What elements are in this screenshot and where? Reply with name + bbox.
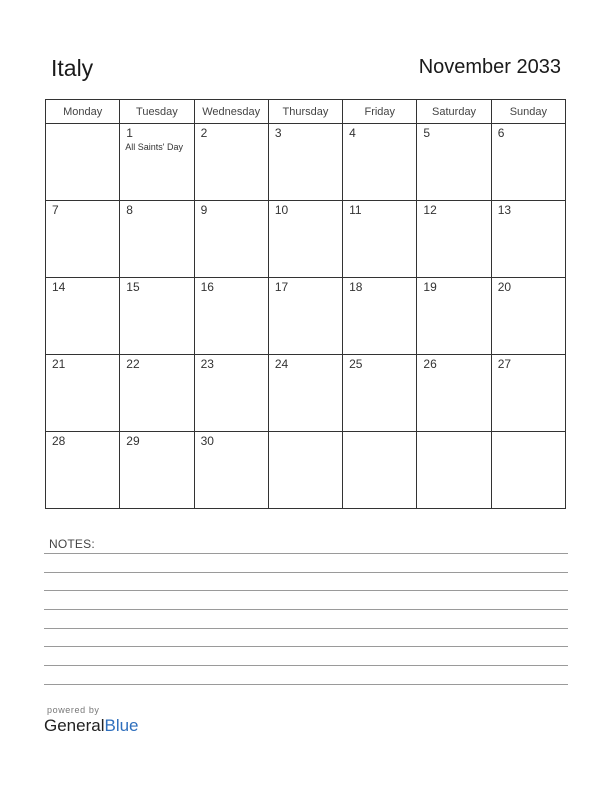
- day-cell: [120, 432, 194, 509]
- weekday-saturday: Saturday: [417, 100, 491, 124]
- month-title: November 2033: [418, 56, 561, 78]
- calendar-grid: [45, 99, 566, 509]
- day-number: [343, 432, 416, 434]
- day-cell: [120, 201, 194, 278]
- day-number: 17: [274, 280, 289, 294]
- day-number: 16: [200, 280, 214, 294]
- notes-label: NOTES:: [49, 537, 95, 551]
- day-number: 6: [497, 126, 505, 140]
- day-number: 19: [423, 280, 437, 294]
- day-number: 26: [423, 357, 437, 371]
- day-number: [417, 432, 490, 434]
- week-row: [46, 355, 566, 432]
- day-number: 21: [52, 357, 66, 371]
- day-number: 22: [126, 357, 140, 371]
- day-cell: [194, 432, 268, 509]
- day-cell: [120, 124, 194, 201]
- day-number: 2: [200, 126, 208, 140]
- day-number: 30: [200, 434, 214, 448]
- week-row: [46, 201, 566, 278]
- weekday-thursday: Thursday: [268, 100, 342, 124]
- day-number: [46, 124, 119, 126]
- note-line: [44, 572, 568, 573]
- weekday-friday: Friday: [343, 100, 417, 124]
- day-number: 5: [423, 126, 431, 140]
- note-line: [44, 684, 568, 685]
- weekday-wednesday: Wednesday: [194, 100, 268, 124]
- day-number: 14: [52, 280, 66, 294]
- day-cell: [46, 201, 120, 278]
- generalblue-logo: [44, 716, 139, 736]
- day-cell: [46, 355, 120, 432]
- day-cell: [417, 278, 491, 355]
- day-cell: [194, 124, 268, 201]
- day-number: 29: [126, 434, 140, 448]
- week-row: [46, 278, 566, 355]
- day-cell: [268, 278, 342, 355]
- day-cell: [268, 432, 342, 509]
- day-number: 20: [497, 280, 512, 294]
- day-cell: [343, 432, 417, 509]
- day-cell: [268, 201, 342, 278]
- day-number: 25: [349, 357, 363, 371]
- country-title: Italy: [51, 55, 94, 81]
- weekday-monday: Monday: [46, 100, 120, 124]
- day-cell: [268, 124, 342, 201]
- day-number: 9: [200, 203, 208, 217]
- holiday-label: All Saints' Day: [125, 142, 184, 152]
- day-cell: [343, 124, 417, 201]
- brand-general: General: [44, 716, 105, 735]
- day-number: 7: [52, 203, 59, 217]
- day-cell: [491, 355, 565, 432]
- weekday-header-row: [46, 100, 566, 124]
- day-cell: [343, 355, 417, 432]
- weekday-tuesday: Tuesday: [120, 100, 194, 124]
- day-number: 24: [274, 357, 289, 371]
- day-number: [492, 432, 565, 434]
- powered-by-label: powered by: [47, 705, 100, 715]
- note-line: [44, 646, 568, 647]
- day-number: 3: [274, 126, 282, 140]
- week-row: [46, 432, 566, 509]
- day-number: 1: [126, 126, 133, 140]
- day-cell: [120, 355, 194, 432]
- day-cell: [491, 278, 565, 355]
- week-row: [46, 124, 566, 201]
- day-cell: [417, 355, 491, 432]
- day-cell: [417, 124, 491, 201]
- day-number: 28: [52, 434, 66, 448]
- day-cell: [194, 278, 268, 355]
- day-cell: [491, 124, 565, 201]
- note-line: [44, 628, 568, 629]
- day-number: 8: [126, 203, 133, 217]
- day-cell: [343, 278, 417, 355]
- day-number: 27: [497, 357, 512, 371]
- day-cell: [491, 432, 565, 509]
- day-cell: [194, 355, 268, 432]
- day-number: 11: [349, 203, 362, 217]
- day-number: 10: [274, 203, 289, 217]
- note-line: [44, 553, 568, 554]
- brand-blue: Blue: [104, 716, 139, 735]
- day-cell: [46, 278, 120, 355]
- note-line: [44, 590, 568, 591]
- day-cell: [46, 432, 120, 509]
- weekday-sunday: Sunday: [491, 100, 565, 124]
- day-cell: [343, 201, 417, 278]
- day-number: 18: [349, 280, 363, 294]
- day-cell: [491, 201, 565, 278]
- day-number: [269, 432, 342, 434]
- note-line: [44, 665, 568, 666]
- day-cell: [120, 278, 194, 355]
- day-number: 23: [200, 357, 214, 371]
- day-cell: [46, 124, 120, 201]
- day-cell: [194, 201, 268, 278]
- day-cell: [417, 201, 491, 278]
- day-number: 13: [497, 203, 512, 217]
- day-cell: [417, 432, 491, 509]
- note-line: [44, 609, 568, 610]
- day-number: 12: [423, 203, 437, 217]
- day-number: 15: [126, 280, 140, 294]
- day-cell: [268, 355, 342, 432]
- day-number: 4: [349, 126, 356, 140]
